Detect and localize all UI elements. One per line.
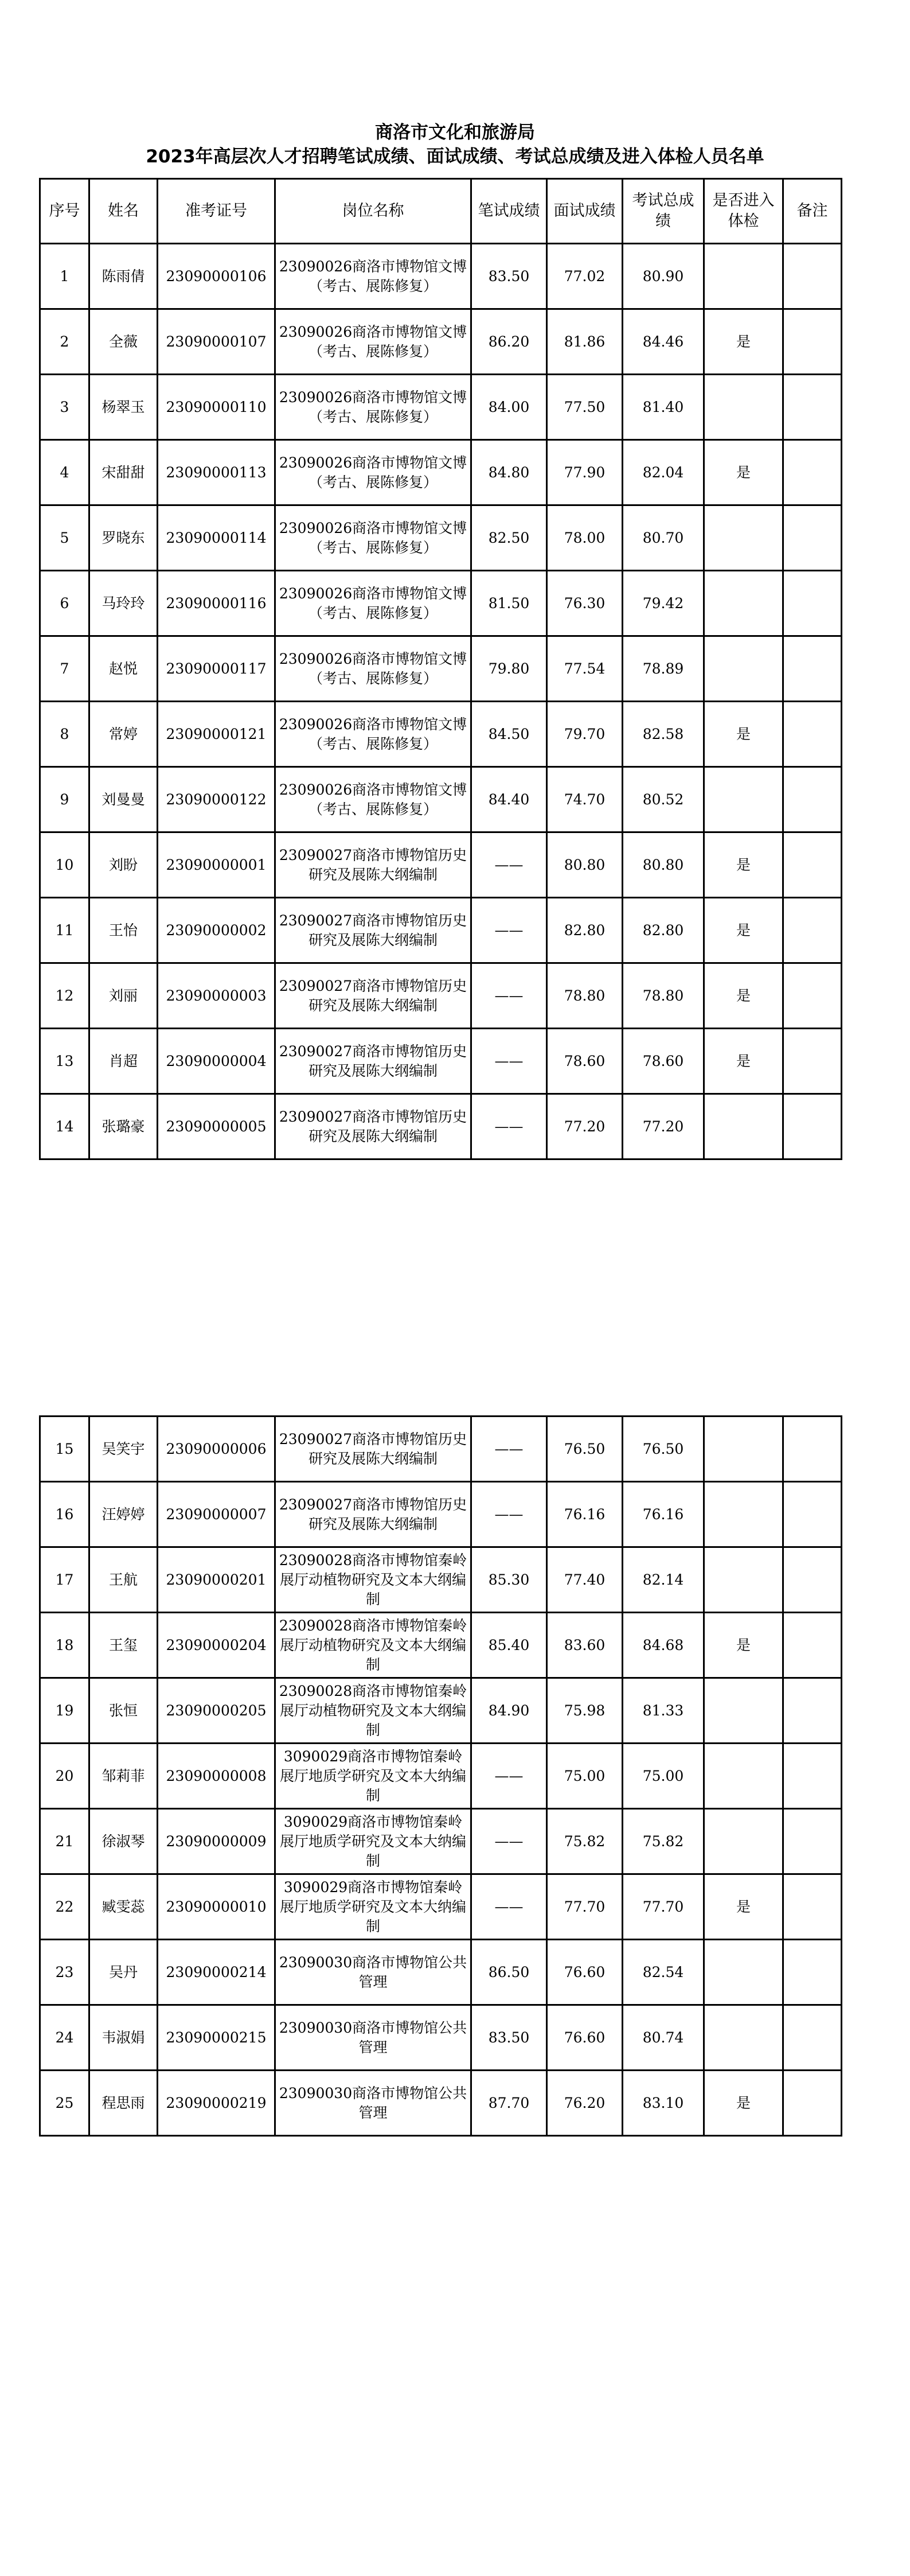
table-row — [40, 1809, 842, 1874]
cell-ticket-no: 23090000113 — [158, 440, 275, 505]
table-row — [40, 1613, 842, 1678]
cell-position: 23090027商洛市博物馆历史研究及展陈大纲编制 — [275, 1094, 471, 1159]
cell-interview-score: 77.90 — [547, 440, 623, 505]
cell-ticket-no: 23090000005 — [158, 1094, 275, 1159]
table-row — [40, 244, 842, 309]
cell-written-score: 86.20 — [471, 309, 547, 375]
table-row — [40, 1547, 842, 1613]
cell-seq: 22 — [40, 1874, 89, 1940]
cell-seq: 20 — [40, 1744, 89, 1809]
table-row — [40, 505, 842, 571]
cell-written-score: —— — [471, 832, 547, 898]
cell-ticket-no: 23090000121 — [158, 702, 275, 767]
cell-position: 23090027商洛市博物馆历史研究及展陈大纲编制 — [275, 1029, 471, 1094]
cell-total-score: 80.90 — [623, 244, 704, 309]
cell-ticket-no: 23090000204 — [158, 1613, 275, 1678]
cell-total-score: 77.70 — [623, 1874, 704, 1940]
cell-name: 邹莉菲 — [89, 1744, 158, 1809]
cell-seq: 18 — [40, 1613, 89, 1678]
cell-remarks — [783, 1678, 842, 1744]
cell-seq: 17 — [40, 1547, 89, 1613]
table-row — [40, 1094, 842, 1159]
cell-remarks — [783, 1940, 842, 2005]
cell-ticket-no: 23090000201 — [158, 1547, 275, 1613]
cell-remarks — [783, 767, 842, 832]
cell-physical-exam — [704, 1744, 783, 1809]
table-row — [40, 1940, 842, 2005]
cell-name: 臧雯蕊 — [89, 1874, 158, 1940]
cell-written-score: —— — [471, 1417, 547, 1482]
cell-physical-exam — [704, 1482, 783, 1547]
cell-ticket-no: 23090000107 — [158, 309, 275, 375]
header-remarks: 备注 — [783, 179, 842, 244]
cell-name: 程思雨 — [89, 2071, 158, 2136]
cell-remarks — [783, 505, 842, 571]
cell-written-score: 83.50 — [471, 2005, 547, 2071]
cell-position: 23090026商洛市博物馆文博（考古、展陈修复） — [275, 505, 471, 571]
table-row — [40, 832, 842, 898]
cell-physical-exam — [704, 1678, 783, 1744]
cell-total-score: 80.80 — [623, 832, 704, 898]
table-body-page-1 — [40, 244, 842, 1159]
cell-name: 赵悦 — [89, 636, 158, 702]
cell-seq: 7 — [40, 636, 89, 702]
cell-seq: 1 — [40, 244, 89, 309]
cell-position: 23090026商洛市博物馆文博（考古、展陈修复） — [275, 571, 471, 636]
cell-interview-score: 76.60 — [547, 2005, 623, 2071]
cell-seq: 15 — [40, 1417, 89, 1482]
cell-remarks — [783, 1547, 842, 1613]
header-seq: 序号 — [40, 179, 89, 244]
cell-ticket-no: 23090000009 — [158, 1809, 275, 1874]
cell-position: 23090027商洛市博物馆历史研究及展陈大纲编制 — [275, 1482, 471, 1547]
cell-total-score: 75.82 — [623, 1809, 704, 1874]
cell-ticket-no: 23090000114 — [158, 505, 275, 571]
table-row — [40, 571, 842, 636]
cell-interview-score: 77.54 — [547, 636, 623, 702]
cell-remarks — [783, 898, 842, 963]
cell-physical-exam: 是 — [704, 1874, 783, 1940]
cell-physical-exam — [704, 1417, 783, 1482]
cell-name: 罗晓东 — [89, 505, 158, 571]
cell-interview-score: 77.50 — [547, 375, 623, 440]
cell-total-score: 83.10 — [623, 2071, 704, 2136]
cell-position: 23090026商洛市博物馆文博（考古、展陈修复） — [275, 244, 471, 309]
table-row — [40, 963, 842, 1029]
cell-physical-exam — [704, 1809, 783, 1874]
cell-remarks — [783, 636, 842, 702]
cell-seq: 11 — [40, 898, 89, 963]
cell-name: 张恒 — [89, 1678, 158, 1744]
cell-position: 23090026商洛市博物馆文博（考古、展陈修复） — [275, 636, 471, 702]
cell-written-score: 86.50 — [471, 1940, 547, 2005]
table-row — [40, 767, 842, 832]
cell-written-score: 84.00 — [471, 375, 547, 440]
cell-written-score: 84.50 — [471, 702, 547, 767]
cell-interview-score: 77.20 — [547, 1094, 623, 1159]
cell-seq: 2 — [40, 309, 89, 375]
cell-total-score: 76.50 — [623, 1417, 704, 1482]
cell-position: 23090027商洛市博物馆历史研究及展陈大纲编制 — [275, 832, 471, 898]
document-title: 商洛市文化和旅游局 — [375, 122, 535, 143]
cell-remarks — [783, 1809, 842, 1874]
cell-seq: 24 — [40, 2005, 89, 2071]
cell-ticket-no: 23090000007 — [158, 1482, 275, 1547]
table-row — [40, 1482, 842, 1547]
cell-remarks — [783, 1744, 842, 1809]
table-header-row — [40, 179, 842, 244]
header-name: 姓名 — [89, 179, 158, 244]
cell-remarks — [783, 571, 842, 636]
cell-interview-score: 78.60 — [547, 1029, 623, 1094]
cell-interview-score: 76.50 — [547, 1417, 623, 1482]
cell-name: 张璐豪 — [89, 1094, 158, 1159]
cell-name: 全薇 — [89, 309, 158, 375]
cell-seq: 21 — [40, 1809, 89, 1874]
cell-remarks — [783, 1874, 842, 1940]
cell-remarks — [783, 375, 842, 440]
cell-interview-score: 78.00 — [547, 505, 623, 571]
cell-seq: 8 — [40, 702, 89, 767]
cell-seq: 9 — [40, 767, 89, 832]
cell-total-score: 82.04 — [623, 440, 704, 505]
cell-ticket-no: 23090000008 — [158, 1744, 275, 1809]
cell-written-score: —— — [471, 1874, 547, 1940]
cell-position: 3090029商洛市博物馆秦岭展厅地质学研究及文本大纳编制 — [275, 1809, 471, 1874]
cell-remarks — [783, 2071, 842, 2136]
cell-position: 23090030商洛市博物馆公共管理 — [275, 2071, 471, 2136]
cell-physical-exam: 是 — [704, 832, 783, 898]
cell-physical-exam: 是 — [704, 898, 783, 963]
cell-ticket-no: 23090000003 — [158, 963, 275, 1029]
cell-physical-exam: 是 — [704, 963, 783, 1029]
table-row — [40, 1029, 842, 1094]
cell-written-score: 81.50 — [471, 571, 547, 636]
cell-physical-exam: 是 — [704, 702, 783, 767]
cell-interview-score: 76.30 — [547, 571, 623, 636]
cell-total-score: 79.42 — [623, 571, 704, 636]
cell-ticket-no: 23090000002 — [158, 898, 275, 963]
document-subtitle: 2023年高层次人才招聘笔试成绩、面试成绩、考试总成绩及进入体检人员名单 — [146, 146, 764, 167]
cell-position: 23090028商洛市博物馆秦岭展厅动植物研究及文本大纲编制 — [275, 1547, 471, 1613]
cell-ticket-no: 23090000004 — [158, 1029, 275, 1094]
cell-total-score: 84.46 — [623, 309, 704, 375]
results-table-page-1 — [39, 178, 842, 1160]
table-row — [40, 636, 842, 702]
cell-position: 23090027商洛市博物馆历史研究及展陈大纲编制 — [275, 963, 471, 1029]
table-row — [40, 898, 842, 963]
cell-total-score: 80.52 — [623, 767, 704, 832]
cell-name: 韦淑娟 — [89, 2005, 158, 2071]
cell-interview-score: 79.70 — [547, 702, 623, 767]
cell-name: 王怡 — [89, 898, 158, 963]
table-row — [40, 1874, 842, 1940]
cell-ticket-no: 23090000001 — [158, 832, 275, 898]
cell-remarks — [783, 1417, 842, 1482]
cell-position: 23090027商洛市博物馆历史研究及展陈大纲编制 — [275, 898, 471, 963]
table-row — [40, 2005, 842, 2071]
cell-physical-exam — [704, 636, 783, 702]
cell-physical-exam — [704, 1547, 783, 1613]
cell-physical-exam: 是 — [704, 1029, 783, 1094]
cell-interview-score: 74.70 — [547, 767, 623, 832]
cell-position: 23090026商洛市博物馆文博（考古、展陈修复） — [275, 767, 471, 832]
cell-total-score: 78.80 — [623, 963, 704, 1029]
cell-physical-exam: 是 — [704, 1613, 783, 1678]
header-written-score: 笔试成绩 — [471, 179, 547, 244]
cell-seq: 4 — [40, 440, 89, 505]
cell-seq: 16 — [40, 1482, 89, 1547]
cell-physical-exam: 是 — [704, 440, 783, 505]
cell-interview-score: 81.86 — [547, 309, 623, 375]
table-body-page-2 — [40, 1417, 842, 2136]
cell-remarks — [783, 963, 842, 1029]
cell-total-score: 82.14 — [623, 1547, 704, 1613]
cell-total-score: 78.89 — [623, 636, 704, 702]
cell-name: 吴笑宇 — [89, 1417, 158, 1482]
header-physical-exam: 是否进入体检 — [704, 179, 783, 244]
cell-physical-exam — [704, 244, 783, 309]
cell-name: 刘曼曼 — [89, 767, 158, 832]
cell-remarks — [783, 1094, 842, 1159]
header-interview-score: 面试成绩 — [547, 179, 623, 244]
cell-written-score: 85.40 — [471, 1613, 547, 1678]
cell-remarks — [783, 309, 842, 375]
cell-name: 陈雨倩 — [89, 244, 158, 309]
cell-name: 肖超 — [89, 1029, 158, 1094]
cell-seq: 6 — [40, 571, 89, 636]
cell-seq: 19 — [40, 1678, 89, 1744]
cell-name: 常婷 — [89, 702, 158, 767]
cell-total-score: 77.20 — [623, 1094, 704, 1159]
cell-total-score: 81.40 — [623, 375, 704, 440]
cell-seq: 3 — [40, 375, 89, 440]
cell-ticket-no: 23090000010 — [158, 1874, 275, 1940]
cell-position: 23090026商洛市博物馆文博（考古、展陈修复） — [275, 702, 471, 767]
cell-position: 23090030商洛市博物馆公共管理 — [275, 1940, 471, 2005]
table-row — [40, 2071, 842, 2136]
cell-name: 王航 — [89, 1547, 158, 1613]
cell-seq: 13 — [40, 1029, 89, 1094]
cell-position: 23090026商洛市博物馆文博（考古、展陈修复） — [275, 375, 471, 440]
cell-ticket-no: 23090000117 — [158, 636, 275, 702]
cell-interview-score: 78.80 — [547, 963, 623, 1029]
cell-total-score: 78.60 — [623, 1029, 704, 1094]
cell-interview-score: 75.00 — [547, 1744, 623, 1809]
cell-ticket-no: 23090000006 — [158, 1417, 275, 1482]
cell-position: 23090027商洛市博物馆历史研究及展陈大纲编制 — [275, 1417, 471, 1482]
cell-interview-score: 77.02 — [547, 244, 623, 309]
table-row — [40, 702, 842, 767]
cell-interview-score: 77.40 — [547, 1547, 623, 1613]
cell-interview-score: 75.98 — [547, 1678, 623, 1744]
cell-total-score: 82.58 — [623, 702, 704, 767]
cell-physical-exam: 是 — [704, 309, 783, 375]
cell-remarks — [783, 2005, 842, 2071]
cell-written-score: —— — [471, 1744, 547, 1809]
cell-written-score: 84.90 — [471, 1678, 547, 1744]
cell-remarks — [783, 244, 842, 309]
cell-total-score: 80.74 — [623, 2005, 704, 2071]
cell-physical-exam — [704, 571, 783, 636]
cell-name: 马玲玲 — [89, 571, 158, 636]
cell-physical-exam — [704, 375, 783, 440]
cell-ticket-no: 23090000110 — [158, 375, 275, 440]
cell-seq: 10 — [40, 832, 89, 898]
cell-ticket-no: 23090000106 — [158, 244, 275, 309]
cell-position: 23090028商洛市博物馆秦岭展厅动植物研究及文本大纲编制 — [275, 1678, 471, 1744]
cell-total-score: 80.70 — [623, 505, 704, 571]
cell-seq: 12 — [40, 963, 89, 1029]
cell-ticket-no: 23090000219 — [158, 2071, 275, 2136]
cell-physical-exam — [704, 2005, 783, 2071]
cell-written-score: —— — [471, 898, 547, 963]
cell-interview-score: 83.60 — [547, 1613, 623, 1678]
header-total-score: 考试总成绩 — [623, 179, 704, 244]
cell-written-score: —— — [471, 1029, 547, 1094]
cell-written-score: 83.50 — [471, 244, 547, 309]
cell-name: 杨翠玉 — [89, 375, 158, 440]
cell-interview-score: 77.70 — [547, 1874, 623, 1940]
cell-remarks — [783, 440, 842, 505]
cell-total-score: 82.80 — [623, 898, 704, 963]
cell-position: 23090026商洛市博物馆文博（考古、展陈修复） — [275, 440, 471, 505]
header-position: 岗位名称 — [275, 179, 471, 244]
cell-written-score: 85.30 — [471, 1547, 547, 1613]
header-ticket-no: 准考证号 — [158, 179, 275, 244]
cell-seq: 23 — [40, 1940, 89, 2005]
cell-total-score: 81.33 — [623, 1678, 704, 1744]
table-row — [40, 1417, 842, 1482]
cell-remarks — [783, 1482, 842, 1547]
cell-interview-score: 80.80 — [547, 832, 623, 898]
cell-written-score: —— — [471, 1094, 547, 1159]
table-row — [40, 440, 842, 505]
cell-ticket-no: 23090000116 — [158, 571, 275, 636]
cell-written-score: 84.40 — [471, 767, 547, 832]
cell-seq: 14 — [40, 1094, 89, 1159]
cell-remarks — [783, 1029, 842, 1094]
cell-position: 3090029商洛市博物馆秦岭展厅地质学研究及文本大纳编制 — [275, 1744, 471, 1809]
cell-physical-exam — [704, 1094, 783, 1159]
cell-interview-score: 76.60 — [547, 1940, 623, 2005]
cell-remarks — [783, 832, 842, 898]
cell-position: 23090028商洛市博物馆秦岭展厅动植物研究及文本大纲编制 — [275, 1613, 471, 1678]
cell-ticket-no: 23090000122 — [158, 767, 275, 832]
cell-total-score: 84.68 — [623, 1613, 704, 1678]
cell-total-score: 75.00 — [623, 1744, 704, 1809]
cell-interview-score: 75.82 — [547, 1809, 623, 1874]
cell-ticket-no: 23090000214 — [158, 1940, 275, 2005]
table-row — [40, 309, 842, 375]
cell-position: 23090030商洛市博物馆公共管理 — [275, 2005, 471, 2071]
cell-name: 汪婷婷 — [89, 1482, 158, 1547]
cell-remarks — [783, 1613, 842, 1678]
cell-position: 23090026商洛市博物馆文博（考古、展陈修复） — [275, 309, 471, 375]
cell-position: 3090029商洛市博物馆秦岭展厅地质学研究及文本大纳编制 — [275, 1874, 471, 1940]
cell-interview-score: 76.20 — [547, 2071, 623, 2136]
cell-written-score: 79.80 — [471, 636, 547, 702]
cell-name: 宋甜甜 — [89, 440, 158, 505]
cell-physical-exam — [704, 1940, 783, 2005]
cell-name: 刘盼 — [89, 832, 158, 898]
cell-written-score: 82.50 — [471, 505, 547, 571]
results-table-page-2 — [39, 1415, 842, 2137]
cell-written-score: —— — [471, 1809, 547, 1874]
cell-name: 吴丹 — [89, 1940, 158, 2005]
cell-seq: 25 — [40, 2071, 89, 2136]
table-row — [40, 1678, 842, 1744]
cell-ticket-no: 23090000215 — [158, 2005, 275, 2071]
cell-physical-exam — [704, 505, 783, 571]
cell-written-score: —— — [471, 963, 547, 1029]
cell-seq: 5 — [40, 505, 89, 571]
cell-physical-exam: 是 — [704, 2071, 783, 2136]
cell-written-score: 87.70 — [471, 2071, 547, 2136]
cell-interview-score: 76.16 — [547, 1482, 623, 1547]
cell-total-score: 76.16 — [623, 1482, 704, 1547]
cell-physical-exam — [704, 767, 783, 832]
cell-remarks — [783, 702, 842, 767]
cell-name: 刘丽 — [89, 963, 158, 1029]
cell-written-score: 84.80 — [471, 440, 547, 505]
cell-written-score: —— — [471, 1482, 547, 1547]
table-row — [40, 1744, 842, 1809]
cell-interview-score: 82.80 — [547, 898, 623, 963]
cell-ticket-no: 23090000205 — [158, 1678, 275, 1744]
cell-total-score: 82.54 — [623, 1940, 704, 2005]
table-row — [40, 375, 842, 440]
cell-name: 王玺 — [89, 1613, 158, 1678]
cell-name: 徐淑琴 — [89, 1809, 158, 1874]
